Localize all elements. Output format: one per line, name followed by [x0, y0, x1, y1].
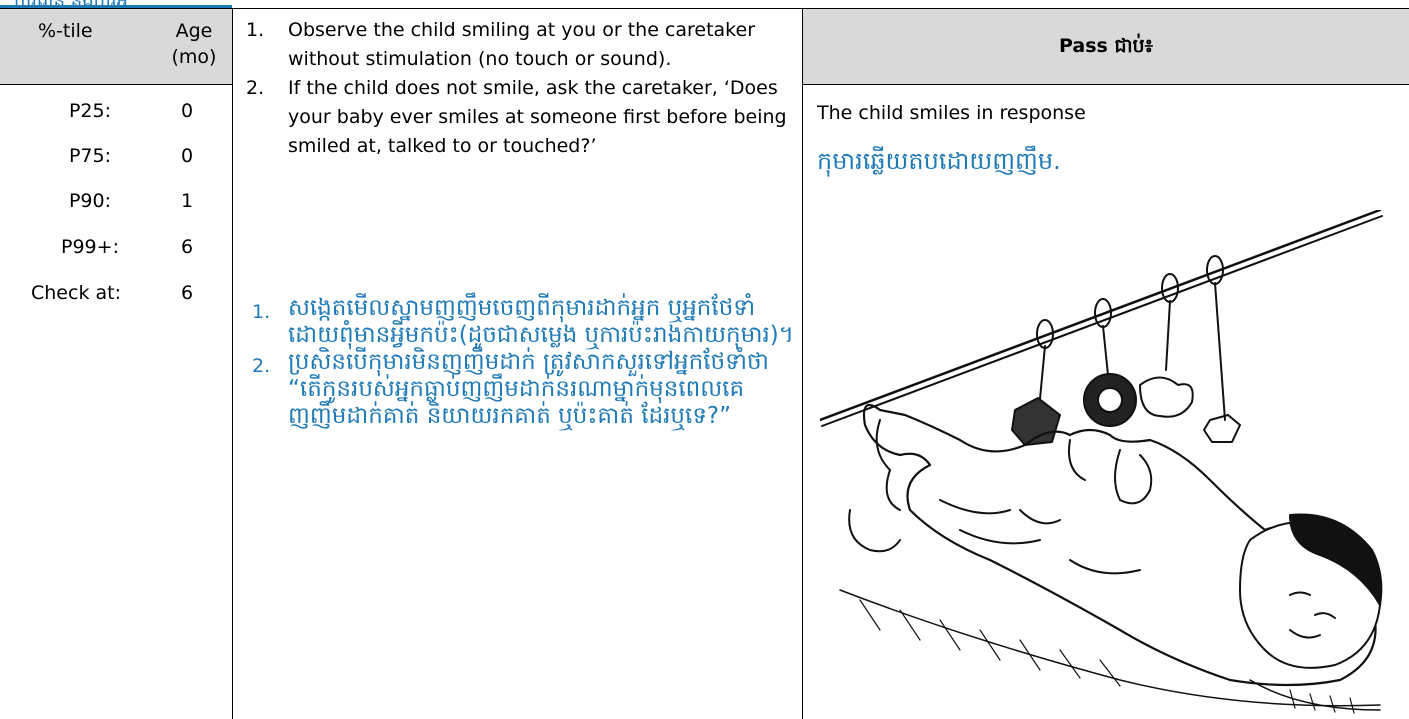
percentile-label: Check at: [31, 282, 121, 304]
instruction-item-khmer [246, 295, 796, 349]
header-bottom-border-left [0, 84, 232, 85]
instruction-item-khmer [246, 349, 796, 430]
percentile-label: P75: [68, 145, 112, 167]
pass-criterion-khmer: កុមារឆ្លើយតបដោយញញឹម. [817, 147, 1061, 175]
percentile-row [0, 100, 232, 126]
header-top-left-blue-rule [0, 5, 232, 8]
percentile-row [0, 190, 232, 216]
column-divider-2 [802, 8, 803, 719]
instruction-item [246, 16, 796, 74]
instruction-item [246, 74, 796, 161]
percentile-row [0, 145, 232, 171]
percentile-value: 0 [180, 100, 194, 122]
percentile-label: P90: [68, 190, 112, 212]
percentile-label: P25: [68, 100, 112, 122]
percentile-value: 0 [180, 145, 194, 167]
instruction-number: 1. [246, 19, 265, 41]
pass-header: Pass ជាប់៖ [1059, 35, 1153, 57]
percentile-label: P99+: [61, 236, 119, 258]
instruction-number: 2. [246, 77, 265, 99]
instruction-text: Observe the child smiling at you or the caretaker without stimulation (no touch or sound). [288, 19, 756, 70]
instructions-khmer [246, 295, 796, 430]
age-header [168, 18, 220, 70]
pass-criterion-english: The child smiles in response [817, 102, 1086, 124]
percentile-header: %-tile [38, 20, 93, 42]
baby-mobile-illustration [820, 210, 1400, 715]
instruction-number: 1. [252, 301, 271, 323]
header-bottom-border-right [803, 84, 1409, 85]
percentile-value: 6 [180, 236, 194, 258]
instruction-text-khmer: ប្រសិនបើកុមារមិនញញឹមដាក់ ត្រូវសាកសួរទៅអ្នកថែទាំថា “តើកូនរបស់អ្នកធ្លាប់ញញឹមដាក់នរណាម្នាក់មុនពេលគេញញឹមដាក់គាត់ និយាយរកគាត់ ឬប៉ះគាត់ ដែរឬទេ?” [288, 349, 769, 429]
table-top-border [0, 8, 1409, 9]
percentile-row [0, 236, 232, 262]
percentile-value: 6 [180, 282, 194, 304]
percentile-row [0, 282, 232, 308]
age-header-line1: Age [175, 20, 213, 42]
instruction-number: 2. [252, 355, 271, 377]
percentile-value: 1 [180, 190, 194, 212]
instruction-text: If the child does not smile, ask the caretaker, ‘Does your baby ever smiles at someone first before being smiled at, talked to or touched?’ [288, 77, 787, 157]
instructions-english [246, 16, 796, 161]
column-divider-1 [232, 8, 233, 719]
instruction-text-khmer: សង្កេតមើលស្នាមញញឹមចេញពីកុមារដាក់អ្នក ឬអ្នកថែទាំដោយពុំមានអ្វីមកប៉ះ(ដូចជាសម្លេង ឬការប៉ះរាងកាយកុមារ)។ [288, 295, 794, 348]
age-header-line2: (mo) [171, 46, 217, 68]
